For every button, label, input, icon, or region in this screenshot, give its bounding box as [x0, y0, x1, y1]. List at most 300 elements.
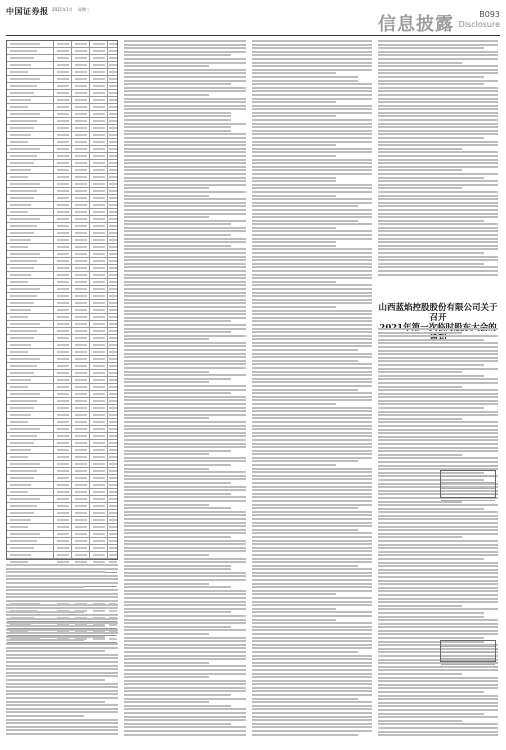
- table-row: [7, 69, 117, 76]
- table-row: [7, 482, 117, 489]
- table-cell: [109, 43, 117, 45]
- text-line: [252, 151, 372, 153]
- text-line: [378, 465, 498, 467]
- table-cell: [75, 477, 87, 479]
- table-row: [7, 384, 117, 391]
- text-line: [378, 98, 498, 100]
- table-cell: [109, 365, 117, 367]
- text-line: [378, 594, 498, 596]
- table-cell: [93, 274, 105, 276]
- table-cell: [75, 442, 87, 444]
- text-line: [252, 435, 372, 437]
- text-line: [252, 464, 336, 466]
- table-cell: [57, 554, 69, 556]
- text-line: [124, 561, 246, 563]
- table-cell: [75, 274, 87, 276]
- text-line: [252, 162, 372, 164]
- text-line: [124, 310, 246, 312]
- financial-table: [6, 40, 118, 560]
- text-line: [6, 697, 118, 699]
- table-cell: [93, 428, 105, 430]
- table-cell: [109, 372, 117, 374]
- table-cell: [10, 225, 37, 227]
- text-line: [124, 141, 246, 143]
- table-cell: [10, 323, 40, 325]
- text-line: [252, 629, 372, 631]
- text-line: [252, 248, 372, 250]
- table-cell: [93, 463, 105, 465]
- table-row: [7, 321, 117, 328]
- table-row: [7, 244, 117, 251]
- text-line: [378, 626, 498, 628]
- text-line: [252, 123, 372, 125]
- text-line: [378, 518, 498, 520]
- text-line: [124, 719, 246, 721]
- table-cell: [57, 372, 69, 374]
- table-row: [7, 167, 117, 174]
- text-line: [378, 248, 498, 250]
- text-line: [124, 320, 231, 322]
- text-line: [252, 673, 372, 675]
- text-line: [252, 101, 336, 103]
- text-line: [378, 180, 498, 182]
- table-cell: [57, 421, 69, 423]
- table-cell: [109, 295, 117, 297]
- text-line: [124, 626, 231, 628]
- table-row: [7, 139, 117, 146]
- text-line: [378, 702, 498, 704]
- text-line: [378, 108, 498, 110]
- text-line: [124, 504, 209, 506]
- text-line: [252, 518, 372, 520]
- table-row: [7, 356, 117, 363]
- table-cell: [109, 288, 117, 290]
- text-line: [124, 410, 246, 412]
- table-cell: [10, 316, 28, 318]
- text-line: [252, 586, 372, 588]
- table-cell: [10, 372, 34, 374]
- table-cell: [109, 484, 117, 486]
- text-line: [6, 614, 118, 616]
- table-cell: [10, 295, 37, 297]
- text-line: [6, 711, 118, 713]
- text-line: [6, 686, 118, 688]
- table-cell: [57, 428, 69, 430]
- table-cell: [75, 64, 87, 66]
- text-line: [252, 540, 372, 542]
- text-line: [378, 716, 498, 718]
- table-cell: [75, 526, 87, 528]
- table-cell: [10, 85, 37, 87]
- text-line: [378, 457, 498, 459]
- masthead: [0, 0, 506, 38]
- text-line: [252, 522, 372, 524]
- text-line: [378, 569, 498, 571]
- text-line: [124, 133, 246, 135]
- text-line: [124, 421, 246, 423]
- text-line: [124, 177, 246, 179]
- table-cell: [109, 92, 117, 94]
- text-line: [378, 691, 484, 693]
- text-line: [378, 141, 498, 143]
- text-line: [252, 281, 336, 283]
- table-cell: [109, 204, 117, 206]
- table-cell: [109, 106, 117, 108]
- text-line: [252, 90, 372, 92]
- table-cell: [93, 470, 105, 472]
- table-cell: [109, 344, 117, 346]
- table-cell: [10, 442, 34, 444]
- table-row: [7, 419, 117, 426]
- table-row: [7, 146, 117, 153]
- text-line: [124, 58, 246, 60]
- text-column-left-bottom: [6, 564, 118, 744]
- text-line: [378, 209, 498, 211]
- table-cell: [75, 50, 87, 52]
- table-cell: [109, 260, 117, 262]
- text-line: [252, 108, 372, 110]
- table-cell: [57, 295, 69, 297]
- table-cell: [57, 512, 69, 514]
- text-line: [124, 662, 209, 664]
- text-line: [252, 51, 372, 53]
- text-line: [252, 241, 336, 243]
- text-line: [378, 547, 498, 549]
- text-line: [6, 657, 118, 659]
- table-cell: [75, 309, 87, 311]
- text-line: [252, 511, 372, 513]
- text-line: [124, 281, 246, 283]
- text-line: [252, 554, 372, 556]
- table-row: [7, 251, 117, 258]
- table-cell: [10, 162, 34, 164]
- text-line: [252, 148, 372, 150]
- text-line: [252, 259, 372, 261]
- text-line: [124, 450, 231, 452]
- table-cell: [57, 155, 69, 157]
- text-line: [6, 683, 118, 685]
- text-line: [378, 266, 498, 268]
- text-line: [252, 302, 372, 304]
- table-cell: [57, 561, 69, 563]
- text-line: [124, 342, 246, 344]
- text-line: [252, 626, 372, 628]
- text-line: [378, 447, 498, 449]
- text-line: [124, 40, 246, 42]
- table-cell: [57, 414, 69, 416]
- text-line: [252, 655, 372, 657]
- text-line: [378, 80, 498, 82]
- table-cell: [109, 540, 117, 542]
- text-line: [378, 87, 498, 89]
- table-cell: [109, 414, 117, 416]
- text-line: [252, 54, 372, 56]
- table-cell: [57, 232, 69, 234]
- text-line: [378, 332, 462, 334]
- text-line: [124, 213, 246, 215]
- table-cell: [57, 162, 69, 164]
- text-line: [378, 461, 498, 463]
- text-line: [6, 704, 118, 706]
- text-line: [124, 252, 246, 254]
- text-line: [124, 629, 246, 631]
- text-line: [378, 533, 498, 535]
- text-line: [124, 47, 246, 49]
- text-line: [124, 683, 246, 685]
- table-cell: [93, 78, 105, 80]
- table-cell: [109, 281, 117, 283]
- table-cell: [75, 211, 87, 213]
- table-cell: [93, 372, 105, 374]
- text-line: [252, 115, 336, 117]
- text-line: [124, 716, 246, 718]
- text-line: [378, 112, 498, 114]
- text-line: [378, 601, 498, 603]
- table-cell: [93, 99, 105, 101]
- text-line: [124, 123, 246, 125]
- text-line: [124, 259, 246, 261]
- text-line: [378, 389, 498, 391]
- text-line: [124, 403, 246, 405]
- table-cell: [109, 85, 117, 87]
- table-cell: [75, 337, 87, 339]
- text-line: [252, 432, 372, 434]
- table-cell: [10, 484, 31, 486]
- table-cell: [57, 253, 69, 255]
- text-line: [124, 507, 231, 509]
- table-cell: [57, 323, 69, 325]
- text-line: [378, 684, 498, 686]
- table-cell: [57, 218, 69, 220]
- text-line: [124, 698, 246, 700]
- table-cell: [10, 120, 37, 122]
- table-cell: [57, 337, 69, 339]
- text-line: [378, 259, 498, 261]
- text-line: [378, 328, 498, 330]
- text-line: [378, 425, 498, 427]
- table-cell: [93, 547, 105, 549]
- table-cell: [75, 43, 87, 45]
- table-cell: [75, 540, 87, 542]
- text-line: [378, 511, 498, 513]
- table-cell: [75, 232, 87, 234]
- table-cell: [93, 421, 105, 423]
- text-line: [378, 608, 498, 610]
- table-row: [7, 538, 117, 545]
- text-line: [252, 338, 372, 340]
- text-line: [252, 536, 372, 538]
- text-line: [124, 478, 246, 480]
- table-cell: [57, 477, 69, 479]
- text-line: [378, 393, 498, 395]
- text-line: [124, 162, 246, 164]
- text-line: [124, 389, 246, 391]
- table-cell: [109, 302, 117, 304]
- table-row: [7, 125, 117, 132]
- text-line: [124, 126, 231, 128]
- table-cell: [93, 169, 105, 171]
- text-line: [6, 611, 84, 613]
- table-cell: [93, 540, 105, 542]
- text-line: [6, 701, 105, 703]
- text-line: [378, 705, 498, 707]
- table-cell: [57, 288, 69, 290]
- text-line: [378, 454, 462, 456]
- text-column-2: [124, 40, 246, 744]
- text-line: [252, 252, 372, 254]
- text-line: [252, 658, 372, 660]
- table-row: [7, 363, 117, 370]
- table-cell: [10, 106, 28, 108]
- text-line: [378, 375, 484, 377]
- table-cell: [57, 197, 69, 199]
- text-line: [252, 633, 372, 635]
- table-cell: [57, 267, 69, 269]
- text-line: [252, 547, 372, 549]
- table-cell: [109, 386, 117, 388]
- table-cell: [93, 442, 105, 444]
- text-line: [378, 677, 498, 679]
- table-cell: [57, 239, 69, 241]
- text-line: [124, 604, 246, 606]
- text-line: [252, 381, 372, 383]
- text-line: [6, 679, 105, 681]
- text-line: [124, 586, 231, 588]
- table-cell: [10, 526, 28, 528]
- text-line: [6, 650, 105, 652]
- table-cell: [109, 57, 117, 59]
- table-row: [7, 216, 117, 223]
- table-cell: [57, 113, 69, 115]
- text-line: [124, 554, 209, 556]
- table-cell: [93, 176, 105, 178]
- text-line: [124, 263, 246, 265]
- table-cell: [75, 85, 87, 87]
- table-cell: [93, 64, 105, 66]
- table-row: [7, 62, 117, 69]
- text-line: [124, 457, 246, 459]
- text-line: [378, 62, 462, 64]
- text-line: [252, 202, 372, 204]
- text-line: [378, 421, 498, 423]
- text-line: [378, 378, 498, 380]
- text-line: [252, 417, 372, 419]
- text-line: [378, 623, 498, 625]
- text-line: [252, 284, 372, 286]
- table-cell: [93, 365, 105, 367]
- table-cell: [57, 505, 69, 507]
- table-row: [7, 552, 117, 559]
- text-line: [252, 403, 336, 405]
- table-cell: [93, 337, 105, 339]
- table-row: [7, 153, 117, 160]
- text-line: [252, 716, 372, 718]
- text-line: [124, 532, 246, 534]
- table-cell: [75, 330, 87, 332]
- text-line: [252, 460, 358, 462]
- table-cell: [57, 50, 69, 52]
- table-cell: [75, 491, 87, 493]
- table-row: [7, 272, 117, 279]
- text-line: [124, 338, 209, 340]
- text-line: [252, 726, 372, 728]
- text-line: [124, 705, 231, 707]
- text-line: [378, 429, 498, 431]
- table-cell: [10, 99, 31, 101]
- table-cell: [10, 64, 31, 66]
- table-row: [441, 659, 495, 665]
- text-line: [252, 385, 372, 387]
- text-line: [252, 651, 358, 653]
- table-row: [441, 495, 495, 501]
- text-line: [378, 515, 498, 517]
- text-line: [124, 288, 246, 290]
- text-line: [6, 604, 118, 606]
- text-line: [252, 453, 372, 455]
- text-line: [6, 708, 118, 710]
- table-cell: [57, 64, 69, 66]
- text-line: [378, 630, 498, 632]
- table-cell: [75, 386, 87, 388]
- text-line: [378, 101, 498, 103]
- text-line: [378, 364, 484, 366]
- table-cell: [10, 407, 34, 409]
- table-cell: [75, 435, 87, 437]
- table-cell: [57, 365, 69, 367]
- table-cell: [75, 260, 87, 262]
- text-line: [252, 306, 336, 308]
- text-line: [252, 216, 372, 218]
- text-line: [6, 636, 105, 638]
- text-line: [378, 576, 498, 578]
- text-line: [252, 493, 372, 495]
- text-line: [252, 299, 372, 301]
- text-line: [378, 205, 498, 207]
- table-cell: [93, 344, 105, 346]
- table-row: [7, 412, 117, 419]
- text-line: [124, 180, 246, 182]
- table-cell: [57, 169, 69, 171]
- text-line: [252, 266, 372, 268]
- table-cell: [109, 267, 117, 269]
- text-line: [252, 98, 372, 100]
- text-line: [252, 227, 336, 229]
- text-line: [378, 504, 498, 506]
- table-cell: [57, 484, 69, 486]
- text-line: [378, 439, 498, 441]
- text-line: [378, 151, 498, 153]
- text-line: [6, 643, 118, 645]
- table-row: [7, 398, 117, 405]
- table-cell: [109, 533, 117, 535]
- text-line: [124, 680, 246, 682]
- table-cell: [109, 428, 117, 430]
- table-cell: [75, 246, 87, 248]
- table-cell: [57, 540, 69, 542]
- text-line: [124, 543, 246, 545]
- table-cell: [10, 155, 37, 157]
- table-cell: [93, 43, 105, 45]
- table-cell: [10, 449, 31, 451]
- text-line: [252, 360, 358, 362]
- text-line: [252, 130, 372, 132]
- table-cell: [109, 463, 117, 465]
- text-line: [124, 248, 246, 250]
- text-line: [6, 733, 118, 735]
- text-line: [252, 112, 372, 114]
- table-row: [7, 202, 117, 209]
- text-line: [252, 141, 372, 143]
